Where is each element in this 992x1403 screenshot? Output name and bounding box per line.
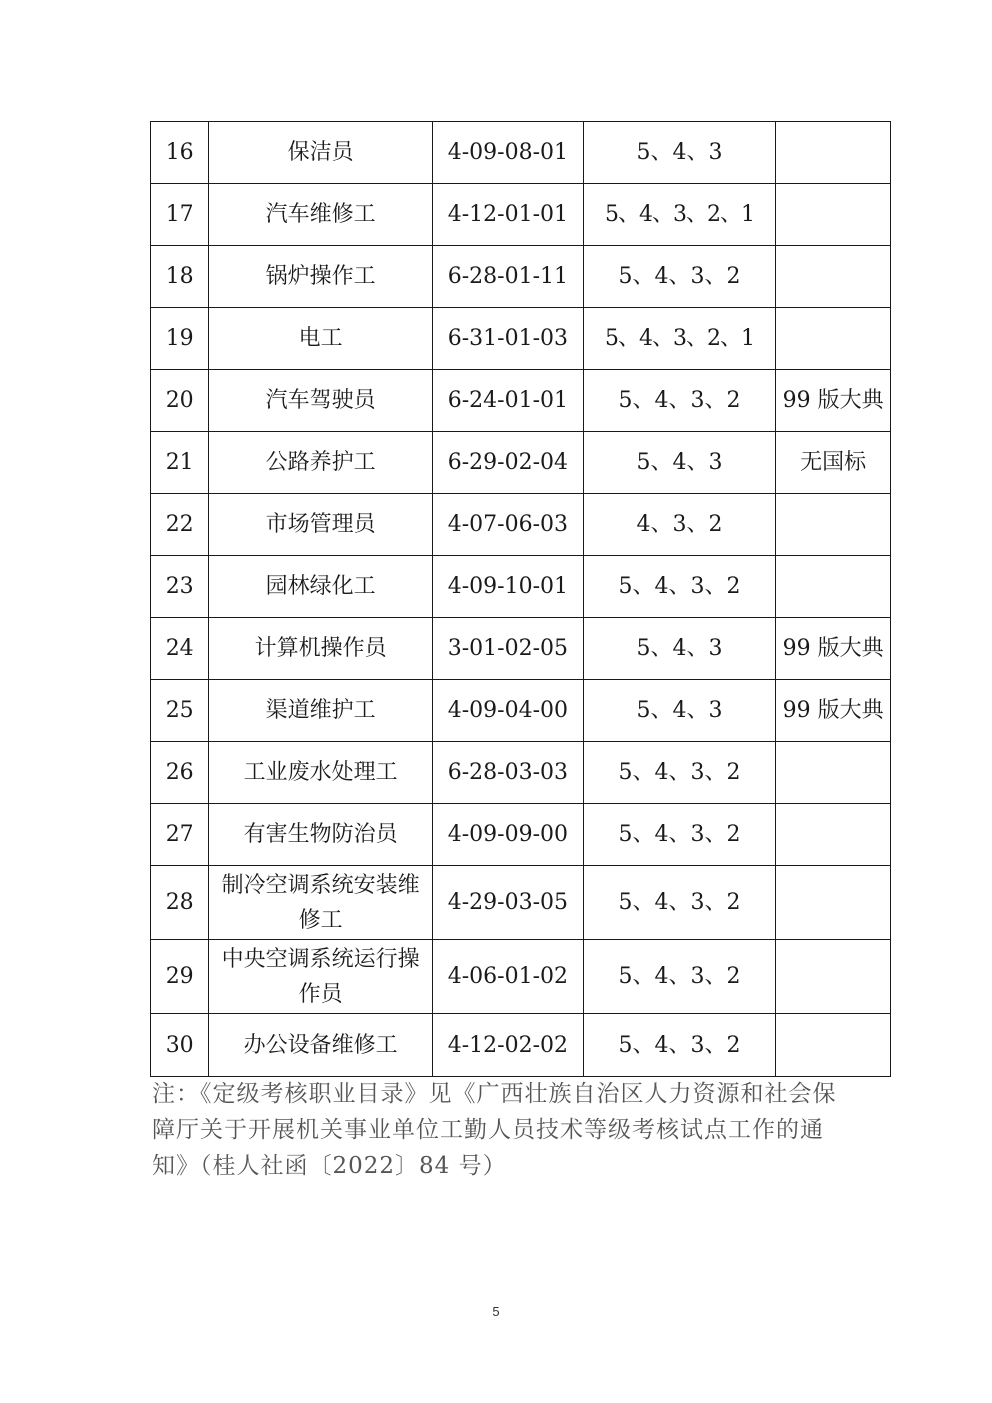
occupation-code: 4-09-08-01 [432, 122, 583, 184]
skill-levels: 5、4、3 [583, 618, 775, 680]
remark [776, 866, 891, 940]
row-number: 30 [151, 1014, 209, 1077]
row-number: 28 [151, 866, 209, 940]
skill-levels: 5、4、3、2 [583, 246, 775, 308]
occupation-code: 4-07-06-03 [432, 494, 583, 556]
table-row [151, 804, 891, 866]
table-row [151, 184, 891, 246]
occupation-code: 4-12-01-01 [432, 184, 583, 246]
occupation-code: 4-09-10-01 [432, 556, 583, 618]
table-row [151, 246, 891, 308]
footnote: 注：《定级考核职业目录》见《广西壮族自治区人力资源和社会保障厅关于开展机关事业单位工勤人员技术等级考核试点工作的通知》（桂人社函〔2022〕84 号） [152, 1081, 837, 1179]
table-row [151, 1014, 891, 1077]
page-number: 5 [492, 1304, 500, 1319]
remark [776, 556, 891, 618]
row-number: 22 [151, 494, 209, 556]
remark: 99 版大典 [776, 680, 891, 742]
occupation-name: 汽车驾驶员 [209, 370, 433, 432]
table-row [151, 618, 891, 680]
occupation-code: 4-06-01-02 [432, 940, 583, 1014]
table-row [151, 940, 891, 1014]
skill-levels: 5、4、3、2 [583, 556, 775, 618]
table-row [151, 308, 891, 370]
occupation-name: 保洁员 [209, 122, 433, 184]
occupation-code: 6-24-01-01 [432, 370, 583, 432]
occupation-code: 3-01-02-05 [432, 618, 583, 680]
occupation-code: 6-31-01-03 [432, 308, 583, 370]
skill-levels: 5、4、3、2 [583, 940, 775, 1014]
table-row [151, 370, 891, 432]
occupation-name: 公路养护工 [209, 432, 433, 494]
skill-levels: 5、4、3、2 [583, 1014, 775, 1077]
occupation-code: 4-09-04-00 [432, 680, 583, 742]
row-number: 26 [151, 742, 209, 804]
table-row [151, 432, 891, 494]
remark [776, 1014, 891, 1077]
row-number: 29 [151, 940, 209, 1014]
occupation-code: 6-29-02-04 [432, 432, 583, 494]
remark: 99 版大典 [776, 370, 891, 432]
remark [776, 308, 891, 370]
skill-levels: 5、4、3、2、1 [583, 308, 775, 370]
skill-levels: 5、4、3、2 [583, 866, 775, 940]
skill-levels: 5、4、3、2 [583, 370, 775, 432]
row-number: 23 [151, 556, 209, 618]
occupation-code: 6-28-01-11 [432, 246, 583, 308]
occupation-name: 工业废水处理工 [209, 742, 433, 804]
table-row [151, 122, 891, 184]
occupation-name: 计算机操作员 [209, 618, 433, 680]
occupation-name: 园林绿化工 [209, 556, 433, 618]
skill-levels: 5、4、3 [583, 680, 775, 742]
row-number: 17 [151, 184, 209, 246]
remark [776, 122, 891, 184]
row-number: 20 [151, 370, 209, 432]
remark [776, 246, 891, 308]
skill-levels: 5、4、3 [583, 122, 775, 184]
occupation-code: 4-12-02-02 [432, 1014, 583, 1077]
table-row [151, 680, 891, 742]
table-row [151, 866, 891, 940]
row-number: 16 [151, 122, 209, 184]
occupation-name: 办公设备维修工 [209, 1014, 433, 1077]
remark: 无国标 [776, 432, 891, 494]
skill-levels: 4、3、2 [583, 494, 775, 556]
occupation-name: 电工 [209, 308, 433, 370]
occupation-name: 市场管理员 [209, 494, 433, 556]
remark [776, 494, 891, 556]
table-row [151, 494, 891, 556]
remark [776, 804, 891, 866]
row-number: 24 [151, 618, 209, 680]
skill-levels: 5、4、3 [583, 432, 775, 494]
row-number: 21 [151, 432, 209, 494]
row-number: 19 [151, 308, 209, 370]
remark [776, 742, 891, 804]
occupation-code: 4-29-03-05 [432, 866, 583, 940]
remark [776, 940, 891, 1014]
skill-levels: 5、4、3、2 [583, 804, 775, 866]
occupation-name: 中央空调系统运行操作员 [209, 940, 433, 1014]
row-number: 18 [151, 246, 209, 308]
skill-levels: 5、4、3、2、1 [583, 184, 775, 246]
remark [776, 184, 891, 246]
row-number: 27 [151, 804, 209, 866]
occupation-name: 制冷空调系统安装维修工 [209, 866, 433, 940]
table-row [151, 742, 891, 804]
occupation-table [150, 121, 891, 1077]
occupation-name: 有害生物防治员 [209, 804, 433, 866]
skill-levels: 5、4、3、2 [583, 742, 775, 804]
occupation-name: 渠道维护工 [209, 680, 433, 742]
occupation-name: 锅炉操作工 [209, 246, 433, 308]
table-row [151, 556, 891, 618]
remark: 99 版大典 [776, 618, 891, 680]
occupation-name: 汽车维修工 [209, 184, 433, 246]
occupation-code: 6-28-03-03 [432, 742, 583, 804]
occupation-code: 4-09-09-00 [432, 804, 583, 866]
row-number: 25 [151, 680, 209, 742]
